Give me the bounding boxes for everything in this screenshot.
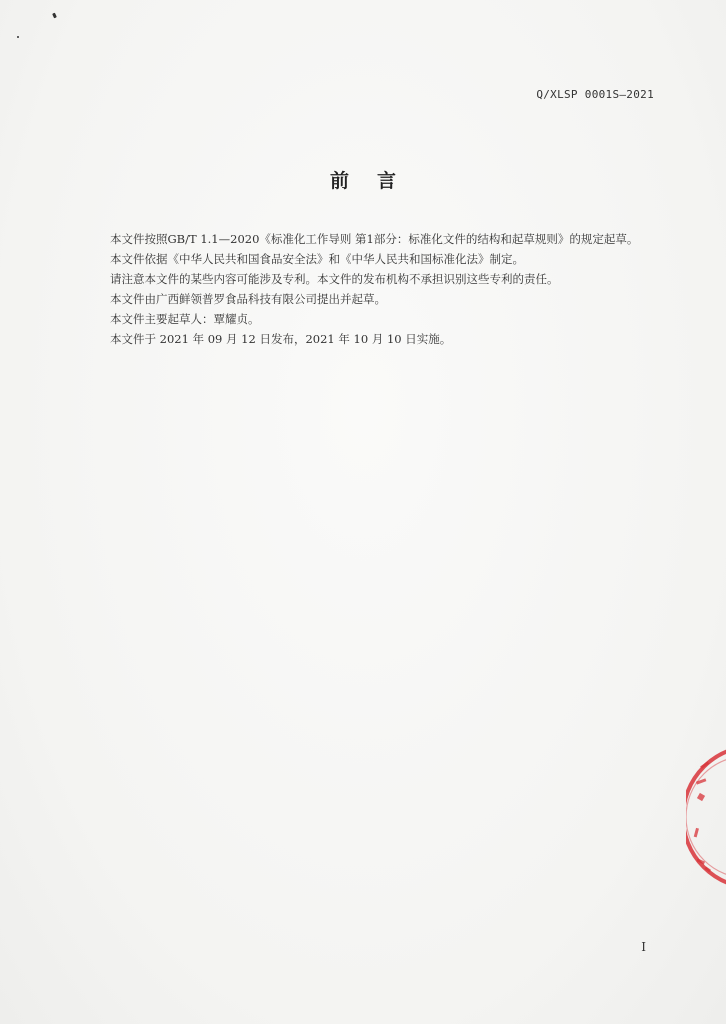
page-number: I [641,940,646,954]
paragraph-dates: 本文件于 2021 年 09 月 12 日发布，2021 年 10 月 10 日实施。 [110,332,452,346]
paragraph-patent-notice: 请注意本文件的某些内容可能涉及专利。本文件的发布机构不承担识别这些专利的责任。 [110,272,559,286]
paragraph-legal-basis: 本文件依据《中华人民共和国食品安全法》和《中华人民共和国标准化法》制定。 [110,252,524,266]
scan-speck [52,13,57,19]
paragraph-drafting-rules: 本文件按照GB/T 1.1—2020《标准化工作导则 第1部分：标准化文件的结构和起草规则》的规定起草。 [110,232,639,246]
official-seal-fragment [686,742,726,892]
scan-speck [17,36,19,38]
paragraph-drafter: 本文件主要起草人：覃耀贞。 [110,312,260,326]
document-code: Q/XLSP 0001S—2021 [536,88,654,101]
paragraph-proposer: 本文件由广西鲜领普罗食品科技有限公司提出并起草。 [110,292,386,306]
body-text [86,229,662,349]
page-title: 前言 [329,170,424,192]
